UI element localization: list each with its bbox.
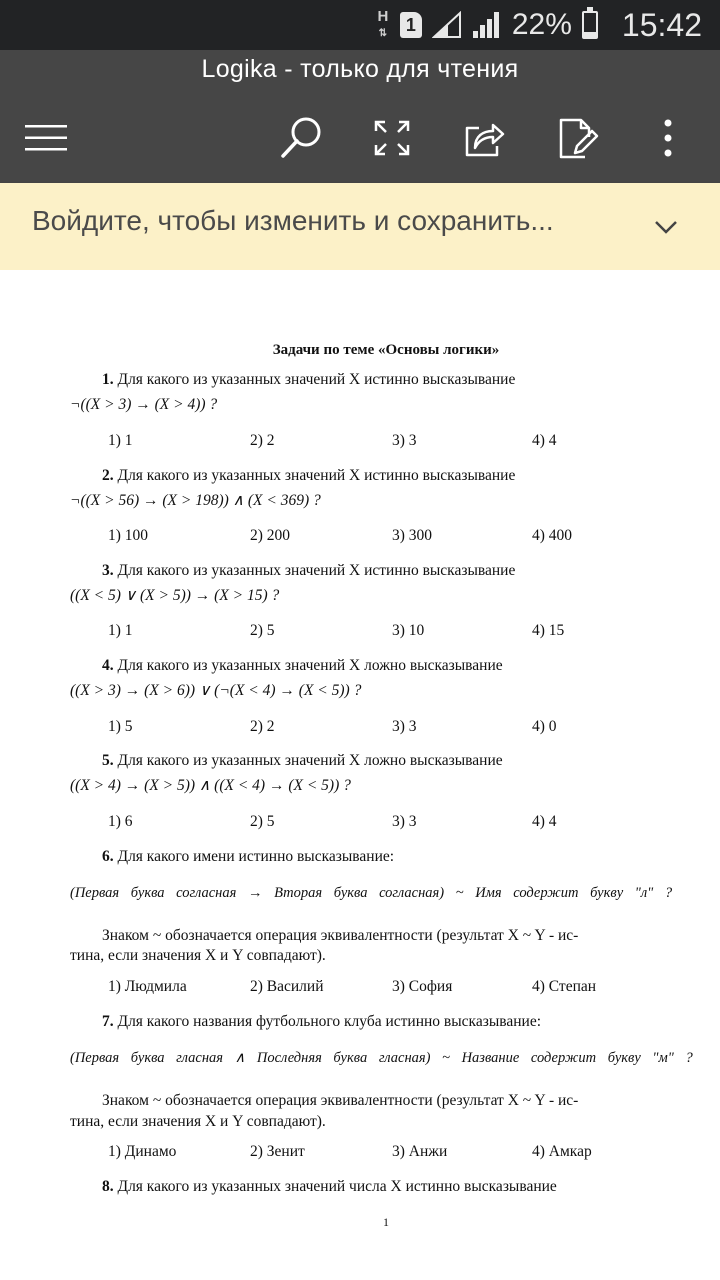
document-title: Logika - только для чтения xyxy=(201,55,519,83)
task-3-option-2: 2) 5 xyxy=(250,622,275,639)
network-type-icon: H ⇅ xyxy=(377,8,389,39)
task-1-option-2: 2) 2 xyxy=(250,432,275,449)
battery-percent: 22% xyxy=(511,8,572,41)
task-2-option-2: 2) 200 xyxy=(250,527,291,544)
status-icons xyxy=(376,0,702,50)
task-6-note-line-2: тина, если значения X и Y совпадают). xyxy=(70,947,326,964)
task-7-note-line-1: Знаком ~ обозначается операция эквивалентности (результат X ~ Y - ис- xyxy=(102,1092,579,1109)
status-bar xyxy=(0,0,720,50)
task-2-expression: ¬((X > 56) → (X > 198)) ∧ (X < 369) ? xyxy=(70,492,321,509)
task-2-option-3: 3) 300 xyxy=(392,527,433,544)
task-1-expression: ¬((X > 3) → (X > 4)) ? xyxy=(70,396,218,413)
task-5-expression: ((X > 4) → (X > 5)) ∧ ((X < 4) → (X < 5)) ? xyxy=(70,777,351,794)
page-title: Задачи по теме «Основы логики» xyxy=(272,342,500,358)
edit-icon xyxy=(557,117,599,159)
task-3-option-3: 3) 10 xyxy=(392,622,425,639)
sim-slot-icon: 1 xyxy=(400,12,422,38)
task-7-option-3: 3) Анжи xyxy=(392,1143,448,1160)
task-1-option-1: 1) 1 xyxy=(108,432,133,449)
task-7-option-4: 4) Амкар xyxy=(532,1143,592,1160)
task-4-question: 4. Для какого из указанных значений X ложно высказывание xyxy=(102,657,503,674)
task-5-question: 5. Для какого из указанных значений X ложно высказывание xyxy=(102,752,503,769)
task-5-option-1: 1) 6 xyxy=(108,813,133,830)
chevron-down-icon[interactable] xyxy=(652,213,680,241)
more-icon xyxy=(662,118,674,158)
task-6-option-3: 3) София xyxy=(392,978,453,995)
task-4-option-2: 2) 2 xyxy=(250,718,275,735)
task-8-question: 8. Для какого из указанных значений числа X истинно высказывание xyxy=(102,1178,557,1195)
task-7-note-line-2: тина, если значения X и Y совпадают). xyxy=(70,1113,326,1130)
task-4-option-1: 1) 5 xyxy=(108,718,133,735)
task-7-expression: (Первая буква гласная ∧ Последняя буква гласная) ~ Название содержит букву "м" ? xyxy=(70,1050,693,1066)
more-options-button[interactable] xyxy=(642,112,694,164)
task-5-option-3: 3) 3 xyxy=(392,813,417,830)
task-6-option-2: 2) Василий xyxy=(250,978,324,995)
task-6-question: 6. Для какого имени истинно высказывание: xyxy=(102,848,395,865)
task-3-expression: ((X < 5) ∨ (X > 5)) → (X > 15) ? xyxy=(70,587,280,604)
app-toolbar xyxy=(0,50,720,183)
document-page[interactable] xyxy=(0,270,720,1280)
task-7-option-2: 2) Зенит xyxy=(250,1143,305,1160)
task-6-note-line-1: Знаком ~ обозначается операция эквивалентности (результат X ~ Y - ис- xyxy=(102,927,579,944)
task-4-expression: ((X > 3) → (X > 6)) ∨ (¬(X < 4) → (X < 5)) ? xyxy=(70,682,362,699)
task-6-option-4: 4) Степан xyxy=(532,978,597,995)
task-1-question: 1. Для какого из указанных значений X истинно высказывание xyxy=(102,371,516,388)
menu-icon xyxy=(23,123,69,153)
share-button[interactable] xyxy=(458,112,510,164)
clock: 15:42 xyxy=(621,6,702,43)
task-2-option-4: 4) 400 xyxy=(532,527,573,544)
task-1-option-3: 3) 3 xyxy=(392,432,417,449)
battery-icon xyxy=(582,11,598,39)
edit-button[interactable] xyxy=(552,112,604,164)
task-6-expression: (Первая буква согласная → Вторая буква согласная) ~ Имя содержит букву "л" ? xyxy=(70,885,673,901)
task-3-question: 3. Для какого из указанных значений X истинно высказывание xyxy=(102,562,516,579)
signal-strength-icon-2 xyxy=(472,11,502,39)
task-6-option-1: 1) Людмила xyxy=(108,978,187,995)
banner-text: Войдите, чтобы изменить и сохранить... xyxy=(32,205,554,236)
task-3-option-1: 1) 1 xyxy=(108,622,133,639)
share-icon xyxy=(463,118,505,158)
task-5-option-2: 2) 5 xyxy=(250,813,275,830)
task-3-option-4: 4) 15 xyxy=(532,622,565,639)
page-number: 1 xyxy=(383,1215,389,1229)
search-button[interactable] xyxy=(275,112,327,164)
task-2-option-1: 1) 100 xyxy=(108,527,149,544)
task-1-option-4: 4) 4 xyxy=(532,432,557,449)
task-7-option-1: 1) Динамо xyxy=(108,1143,177,1160)
task-5-option-4: 4) 4 xyxy=(532,813,557,830)
fullscreen-button[interactable] xyxy=(366,112,418,164)
search-icon xyxy=(278,115,324,161)
task-4-option-4: 4) 0 xyxy=(532,718,557,735)
task-4-option-3: 3) 3 xyxy=(392,718,417,735)
task-2-question: 2. Для какого из указанных значений X истинно высказывание xyxy=(102,467,516,484)
sign-in-banner[interactable] xyxy=(0,183,720,270)
signal-strength-icon xyxy=(432,11,462,39)
task-7-question: 7. Для какого названия футбольного клуба истинно высказывание: xyxy=(102,1013,542,1030)
menu-button[interactable] xyxy=(20,112,72,164)
fullscreen-icon xyxy=(372,118,412,158)
